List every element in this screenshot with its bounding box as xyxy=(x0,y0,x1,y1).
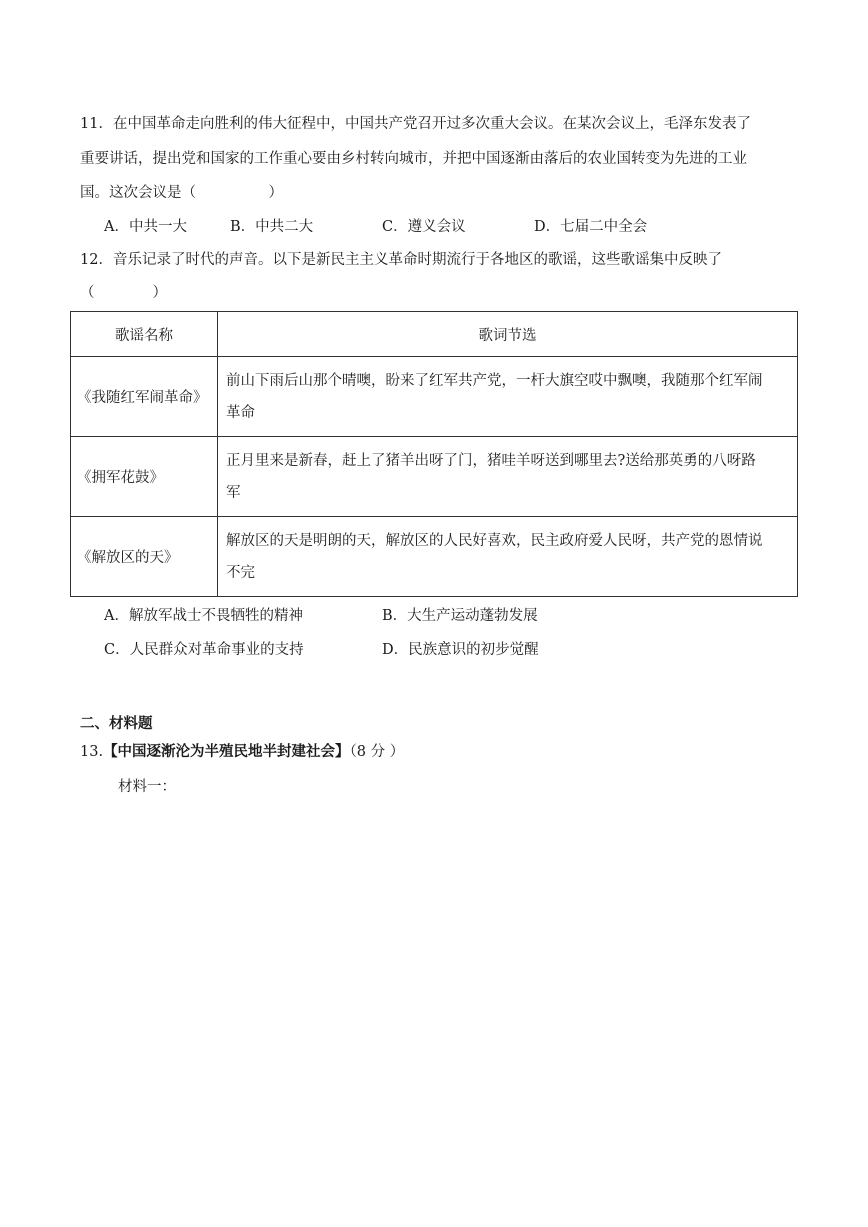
table-row xyxy=(71,357,798,437)
q12-option-a: A．解放军战士不畏牺牲的精神 xyxy=(104,608,303,624)
q13-number: 13. xyxy=(80,744,104,760)
q13-heading xyxy=(80,742,404,762)
header-song-name: 歌谣名称 xyxy=(71,312,218,357)
q12-option-b: B．大生产运动蓬勃发展 xyxy=(382,608,538,624)
song-name-cell: 《拥军花鼓》 xyxy=(71,437,218,517)
table-row xyxy=(71,517,798,597)
q11-stem-line-3: 国。这次会议是（ ） xyxy=(80,185,283,201)
q11-option-c: C．遵义会议 xyxy=(382,219,466,235)
lyric-line: 军 xyxy=(226,484,241,501)
lyric-cell xyxy=(218,357,798,437)
q12-option-c: C．人民群众对革命事业的支持 xyxy=(104,642,304,658)
lyric-cell xyxy=(218,517,798,597)
q11-option-b: B．中共二大 xyxy=(230,219,314,235)
q11-option-a: A．中共一大 xyxy=(104,219,187,235)
header-lyrics: 歌词节选 xyxy=(218,312,798,357)
lyric-line: 解放区的天是明朗的天，解放区的人民好喜欢，民主政府爱人民呀，共产党的恩情说 xyxy=(226,532,763,549)
q11-stem-line-1: 11．在中国革命走向胜利的伟大征程中，中国共产党召开过多次重大会议。在某次会议上，毛泽东发表了 xyxy=(80,116,751,132)
lyric-line: 正月里来是新春，赶上了猪羊出呀了门，猪哇羊呀送到哪里去?送给那英勇的八呀路 xyxy=(226,452,756,469)
songs-table xyxy=(70,311,798,597)
lyric-line: 不完 xyxy=(226,564,255,581)
lyric-cell xyxy=(218,437,798,517)
section-title: 二、材料题 xyxy=(80,715,153,732)
q12-stem-line-2: （ ） xyxy=(80,285,167,301)
lyric-line: 革命 xyxy=(226,404,255,421)
table-header-row xyxy=(71,312,798,357)
song-name-cell: 《我随红军闹革命》 xyxy=(71,357,218,437)
q13-points: （8 分 ） xyxy=(349,744,405,760)
q13-title: 【中国逐渐沦为半殖民地半封建社会】 xyxy=(103,743,350,760)
q11-option-d: D．七届二中全会 xyxy=(534,219,648,235)
q12-stem-line-1: 12．音乐记录了时代的声音。以下是新民主主义革命时期流行于各地区的歌谣，这些歌谣集中反映了 xyxy=(80,252,722,268)
q11-stem-line-2: 重要讲话，提出党和国家的工作重心要由乡村转向城市，并把中国逐渐由落后的农业国转变为先进的工业 xyxy=(80,151,747,167)
q13-material-1-label: 材料一： xyxy=(118,779,176,795)
q12-option-d: D．民族意识的初步觉醒 xyxy=(382,642,539,658)
lyric-line: 前山下雨后山那个晴噢，盼来了红军共产党，一杆大旗空哎中飘噢，我随那个红军闹 xyxy=(226,372,763,389)
song-name-cell: 《解放区的天》 xyxy=(71,517,218,597)
table-row xyxy=(71,437,798,517)
